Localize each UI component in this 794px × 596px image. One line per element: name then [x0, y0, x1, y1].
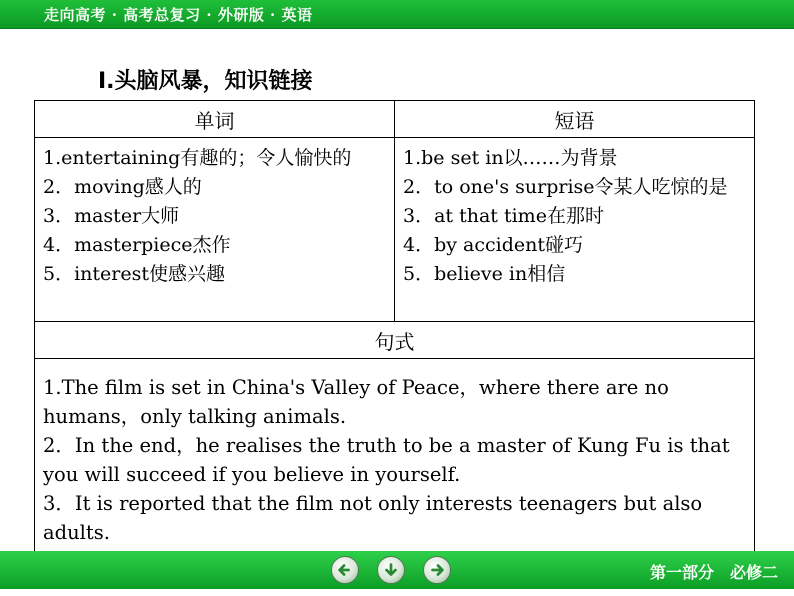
sentence-item: 2．In the end，he realises the truth to be a master of Kung Fu is that you will succeed if you believe in yourself.: [43, 434, 730, 486]
words-cell: [35, 138, 395, 322]
word-item: 2．moving感人的: [43, 176, 202, 198]
section-heading: Ⅰ.头脑风暴，知识链接: [98, 69, 313, 94]
arrow-down-icon: [382, 561, 400, 579]
phrase-item: 5．believe in相信: [403, 263, 566, 285]
word-item: 4．masterpiece杰作: [43, 234, 231, 256]
word-item: 3．master大师: [43, 205, 180, 227]
phrase-item: 4．by accident碰巧: [403, 234, 583, 256]
sentence-item: 3．It is reported that the film not only interests teenagers but also adults.: [43, 492, 703, 544]
phrase-item: 2．to one's surprise令某人吃惊的是: [403, 176, 728, 198]
sentence-header: 句式: [35, 322, 755, 359]
phrases-cell: [395, 138, 755, 322]
next-button[interactable]: [423, 556, 451, 584]
word-item: 5．interest使感兴趣: [43, 263, 225, 285]
sentence-item: 1.The film is set in China's Valley of Peace，where there are no humans，only talking animals.: [43, 376, 669, 428]
arrow-right-icon: [428, 561, 446, 579]
sentences-cell: [35, 359, 755, 556]
arrow-left-icon: [336, 561, 354, 579]
course-title: 走向高考 · 高考总复习 · 外研版 · 英语: [44, 6, 313, 24]
column-header-phrases: 短语: [395, 101, 755, 138]
prev-button[interactable]: [331, 556, 359, 584]
phrase-item: 3．at that time在那时: [403, 205, 604, 227]
top-banner: [0, 0, 794, 29]
knowledge-table: [34, 100, 755, 556]
phrase-item: 1.be set in以……为背景: [403, 147, 618, 169]
column-header-words: 单词: [35, 101, 395, 138]
part-label: 第一部分 必修二: [649, 563, 778, 582]
word-item: 1.entertaining有趣的；令人愉快的: [43, 147, 352, 169]
down-button[interactable]: [377, 556, 405, 584]
